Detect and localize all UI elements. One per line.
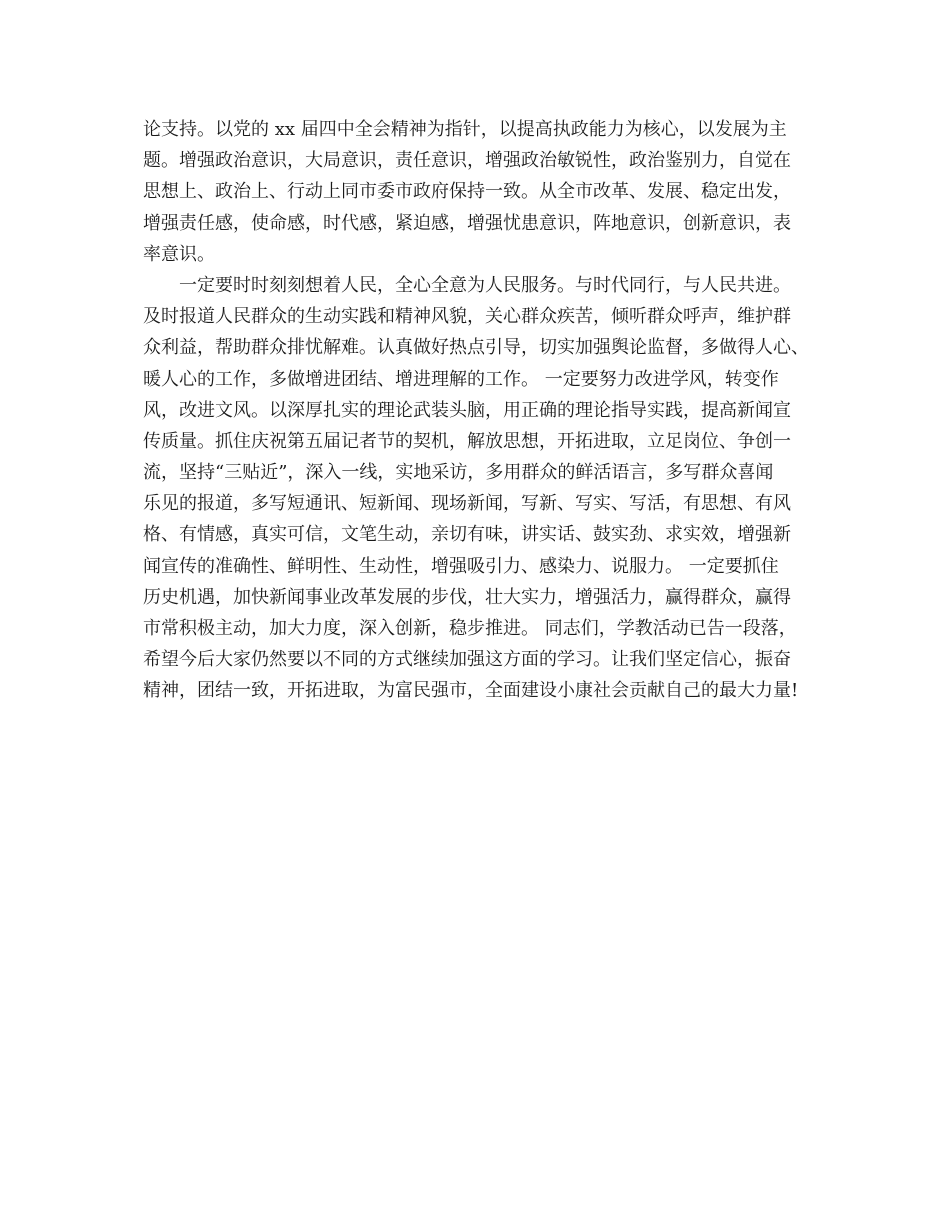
text-line: 历史机遇，加快新闻事业改革发展的步伐，壮大实力，增强活力，赢得群众，赢得 — [143, 586, 791, 608]
text-line: 暖人心的工作，多做增进团结、增进理解的工作。 一定要努力改进学风，转变作 — [143, 368, 779, 390]
text-line: 希望今后大家仍然要以不同的方式继续加强这方面的学习。让我们坚定信心，振奋 — [143, 649, 791, 671]
document-body — [143, 114, 833, 707]
text-line: 思想上、政治上、行动上同市委市政府保持一致。从全市改革、发展、稳定出发， — [143, 181, 791, 203]
text-line: 及时报道人民群众的生动实践和精神风貌，关心群众疾苦，倾听群众呼声，维护群 — [143, 306, 791, 328]
text-line: 闻宣传的准确性、鲜明性、生动性，增强吸引力、感染力、说服力。 一定要抓住 — [143, 555, 779, 577]
text-line: 论支持。以党的 xx 届四中全会精神为指针，以提高执政能力为核心，以发展为主 — [143, 119, 787, 140]
text-line: 乐见的报道，多写短通讯、短新闻、现场新闻，写新、写实、写活，有思想、有风 — [143, 493, 791, 515]
text-line: 风，改进文风。以深厚扎实的理论武装头脑，用正确的理论指导实践，提高新闻宣 — [143, 399, 791, 421]
text-line: 流，坚持“三贴近”，深入一线，实地采访，多用群众的鲜活语言，多写群众喜闻 — [143, 462, 774, 484]
text-line: 题。增强政治意识，大局意识，责任意识，增强政治敏锐性，政治鉴别力，自觉在 — [143, 150, 791, 172]
text-line: 格、有情感，真实可信，文笔生动，亲切有味，讲实话、鼓实劲、求实效，增强新 — [143, 524, 791, 546]
text-line: 精神，团结一致，开拓进取，为富民强市，全面建设小康社会贡献自己的最大力量! — [143, 680, 799, 702]
text-line: 率意识。 — [143, 243, 215, 265]
paragraph-first-line: 一定要时时刻刻想着人民，全心全意为人民服务。与时代同行，与人民共进。 — [179, 274, 791, 296]
text-line: 市常积极主动，加大力度，深入创新，稳步推进。 同志们，学教活动已告一段落， — [143, 618, 797, 639]
text-line: 传质量。抓住庆祝第五届记者节的契机，解放思想，开拓进取，立足岗位、争创一 — [143, 430, 791, 452]
text-line: 增强责任感，使命感，时代感，紧迫感，增强忧患意识，阵地意识，创新意识，表 — [143, 212, 791, 234]
text-line: 众利益，帮助群众排忧解难。认真做好热点引导，切实加强舆论监督，多做得人心、 — [143, 337, 809, 359]
